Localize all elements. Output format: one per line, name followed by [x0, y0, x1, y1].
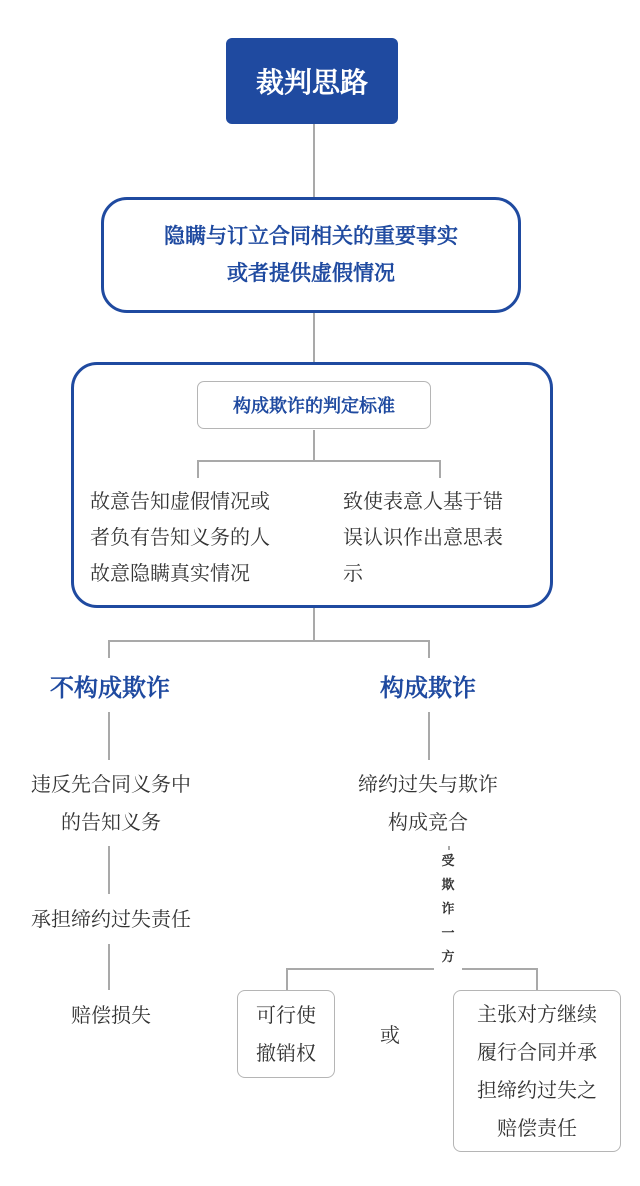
connector-left-2 [108, 846, 110, 894]
not-fraud-step1-line: 违反先合同义务中 [31, 772, 191, 796]
connector-outcome-branch [108, 640, 430, 642]
connector-outcome-right [428, 640, 430, 658]
injured-party-char: 欺 [441, 878, 455, 893]
injured-party-char: 诈 [441, 902, 455, 917]
title-text: 裁判思路 [255, 66, 368, 99]
fact-line-2: 或者提供虚假情况 [227, 261, 395, 285]
connector-option1 [286, 968, 288, 990]
criteria-title: 构成欺诈的判定标准 [233, 396, 395, 417]
injured-party-label [434, 850, 462, 970]
or-label: 或 [380, 1023, 400, 1047]
criteria-right-line: 致使表意人基于错 [343, 489, 503, 513]
fraud-step1 [328, 765, 528, 841]
injured-party-char: 受 [441, 854, 455, 869]
fraud-step1-line: 构成竞合 [388, 810, 468, 834]
criteria-title-box [197, 381, 431, 429]
option-perform-line: 履行合同并承 [477, 1040, 597, 1064]
option-revoke-line: 可行使 [256, 1003, 316, 1027]
fact-box [101, 197, 521, 313]
fraud-heading: 构成欺诈 [380, 674, 476, 702]
connector-options-branch [286, 968, 538, 970]
option-perform-line: 担缔约过失之 [477, 1078, 597, 1102]
option-perform-box [453, 990, 621, 1152]
not-fraud-step2: 承担缔约过失责任 [31, 907, 191, 931]
injured-party-char: 一 [441, 926, 455, 941]
connector-right-1 [428, 712, 430, 760]
not-fraud-heading: 不构成欺诈 [50, 674, 170, 702]
fraud-step1-line: 缔约过失与欺诈 [358, 772, 498, 796]
connector-panel-down [313, 608, 315, 640]
connector-left-1 [108, 712, 110, 760]
connector-outcome-left [108, 640, 110, 658]
option-perform-line: 赔偿责任 [497, 1116, 577, 1140]
criteria-left-line: 故意隐瞒真实情况 [90, 561, 250, 585]
title-box [226, 38, 398, 124]
connector-option2 [536, 968, 538, 990]
connector-fact-criteria [313, 313, 315, 362]
injured-party-char: 方 [441, 950, 455, 965]
connector-left-3 [108, 944, 110, 990]
option-revoke-line: 撤销权 [256, 1041, 316, 1065]
criteria-right-text [343, 483, 543, 591]
connector-title-fact [313, 124, 315, 197]
criteria-left-line: 者负有告知义务的人 [90, 525, 270, 549]
criteria-right-line: 误认识作出意思表 [343, 525, 503, 549]
not-fraud-step1 [0, 765, 222, 841]
option-revoke-box [237, 990, 335, 1078]
not-fraud-step1-line: 的告知义务 [61, 810, 161, 834]
fact-line-1: 隐瞒与订立合同相关的重要事实 [164, 224, 458, 249]
not-fraud-step3: 赔偿损失 [71, 1003, 151, 1027]
criteria-left-line: 故意告知虚假情况或 [90, 489, 270, 513]
option-perform-line: 主张对方继续 [477, 1002, 597, 1026]
criteria-left-text [90, 483, 310, 591]
criteria-right-line: 示 [343, 561, 363, 585]
